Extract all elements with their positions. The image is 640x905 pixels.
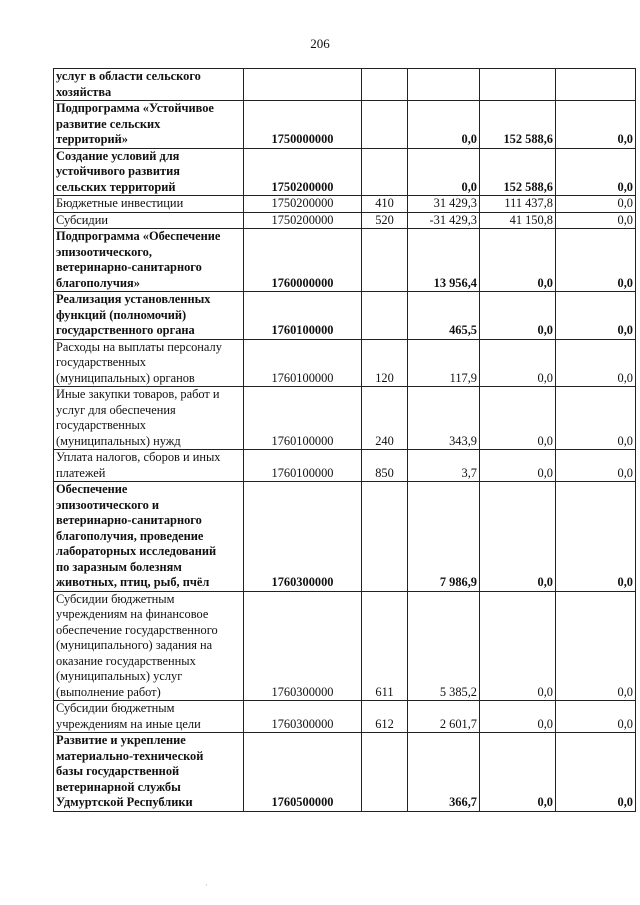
table-row: [54, 212, 636, 229]
row-value-3: 0,0: [556, 292, 636, 340]
row-value-2: 0,0: [480, 701, 556, 733]
row-expense-type: 611: [362, 591, 408, 701]
row-value-3: 0,0: [556, 387, 636, 450]
row-value-2: 0,0: [480, 482, 556, 592]
row-name: Иные закупки товаров, работ и услуг для обеспечения государственных (муниципальных) нужд: [54, 387, 244, 450]
row-code: 1760300000: [244, 591, 362, 701]
scan-mark: ·: [205, 881, 208, 890]
page-number: 206: [310, 36, 330, 51]
row-expense-type: 240: [362, 387, 408, 450]
row-name: Уплата налогов, сборов и иных платежей: [54, 450, 244, 482]
row-value-2: 0,0: [480, 733, 556, 812]
row-name: Субсидии бюджетным учреждениям на финансовое обеспечение государственного (муниципального) задания на оказание государственных (муниципальных) услуг (выполнение работ): [54, 591, 244, 701]
row-expense-type: 410: [362, 196, 408, 213]
row-value-2: 0,0: [480, 339, 556, 387]
row-name: услуг в области сельского хозяйства: [54, 69, 244, 101]
row-value-3: 0,0: [556, 212, 636, 229]
row-code: 1750000000: [244, 101, 362, 149]
row-code: 1760100000: [244, 387, 362, 450]
row-value-1: 343,9: [408, 387, 480, 450]
row-code: 1760500000: [244, 733, 362, 812]
row-code: 1750200000: [244, 148, 362, 196]
row-name: Обеспечение эпизоотического и ветеринарно-санитарного благополучия, проведение лабораторных исследований по заразным болезням животных, птиц, рыб, пчёл: [54, 482, 244, 592]
row-expense-type: 612: [362, 701, 408, 733]
row-name: Бюджетные инвестиции: [54, 196, 244, 213]
row-value-3: 0,0: [556, 450, 636, 482]
budget-table: [53, 68, 636, 812]
budget-table-body: [54, 69, 636, 812]
row-name: Создание условий для устойчивого развития сельских территорий: [54, 148, 244, 196]
row-expense-type: [362, 101, 408, 149]
row-value-3: 0,0: [556, 701, 636, 733]
row-name: Реализация установленных функций (полномочий) государственного органа: [54, 292, 244, 340]
row-value-2: 41 150,8: [480, 212, 556, 229]
row-value-1: 0,0: [408, 101, 480, 149]
row-value-3: [556, 69, 636, 101]
row-code: 1750200000: [244, 212, 362, 229]
row-value-3: 0,0: [556, 148, 636, 196]
row-value-3: 0,0: [556, 339, 636, 387]
row-value-2: [480, 69, 556, 101]
row-value-3: 0,0: [556, 591, 636, 701]
row-value-2: 152 588,6: [480, 148, 556, 196]
table-row: [54, 69, 636, 101]
table-row: [54, 450, 636, 482]
row-value-2: 0,0: [480, 450, 556, 482]
row-name: Субсидии бюджетным учреждениям на иные цели: [54, 701, 244, 733]
row-expense-type: [362, 482, 408, 592]
row-code: 1760100000: [244, 450, 362, 482]
row-value-1: 3,7: [408, 450, 480, 482]
table-row: [54, 701, 636, 733]
row-value-1: 7 986,9: [408, 482, 480, 592]
table-row: [54, 339, 636, 387]
table-row: [54, 148, 636, 196]
row-value-2: 152 588,6: [480, 101, 556, 149]
row-value-2: 111 437,8: [480, 196, 556, 213]
row-code: [244, 69, 362, 101]
table-row: [54, 591, 636, 701]
row-value-1: 2 601,7: [408, 701, 480, 733]
row-expense-type: 850: [362, 450, 408, 482]
row-value-1: 366,7: [408, 733, 480, 812]
row-name: Подпрограмма «Устойчивое развитие сельских территорий»: [54, 101, 244, 149]
row-value-2: 0,0: [480, 292, 556, 340]
row-value-1: [408, 69, 480, 101]
row-expense-type: [362, 733, 408, 812]
row-value-1: 5 385,2: [408, 591, 480, 701]
table-row: [54, 101, 636, 149]
row-code: 1760100000: [244, 339, 362, 387]
row-code: 1750200000: [244, 196, 362, 213]
table-row: [54, 733, 636, 812]
row-value-1: 31 429,3: [408, 196, 480, 213]
row-code: 1760300000: [244, 482, 362, 592]
row-name: Подпрограмма «Обеспечение эпизоотического, ветеринарно-санитарного благополучия»: [54, 229, 244, 292]
row-value-1: 465,5: [408, 292, 480, 340]
row-value-3: 0,0: [556, 101, 636, 149]
row-value-3: 0,0: [556, 482, 636, 592]
row-code: 1760300000: [244, 701, 362, 733]
row-name: Расходы на выплаты персоналу государственных (муниципальных) органов: [54, 339, 244, 387]
row-value-2: 0,0: [480, 591, 556, 701]
table-row: [54, 292, 636, 340]
table-row: [54, 229, 636, 292]
row-code: 1760100000: [244, 292, 362, 340]
row-value-3: 0,0: [556, 196, 636, 213]
row-expense-type: [362, 229, 408, 292]
row-expense-type: [362, 69, 408, 101]
row-value-3: 0,0: [556, 733, 636, 812]
row-value-1: 0,0: [408, 148, 480, 196]
row-value-2: 0,0: [480, 229, 556, 292]
row-value-2: 0,0: [480, 387, 556, 450]
row-expense-type: 120: [362, 339, 408, 387]
table-row: [54, 196, 636, 213]
row-name: Развитие и укрепление материально-технической базы государственной ветеринарной службы Удмуртской Республики: [54, 733, 244, 812]
row-expense-type: [362, 148, 408, 196]
table-row: [54, 482, 636, 592]
row-value-1: 117,9: [408, 339, 480, 387]
row-value-1: 13 956,4: [408, 229, 480, 292]
row-value-3: 0,0: [556, 229, 636, 292]
row-name: Субсидии: [54, 212, 244, 229]
row-value-1: -31 429,3: [408, 212, 480, 229]
row-code: 1760000000: [244, 229, 362, 292]
row-expense-type: [362, 292, 408, 340]
table-row: [54, 387, 636, 450]
row-expense-type: 520: [362, 212, 408, 229]
